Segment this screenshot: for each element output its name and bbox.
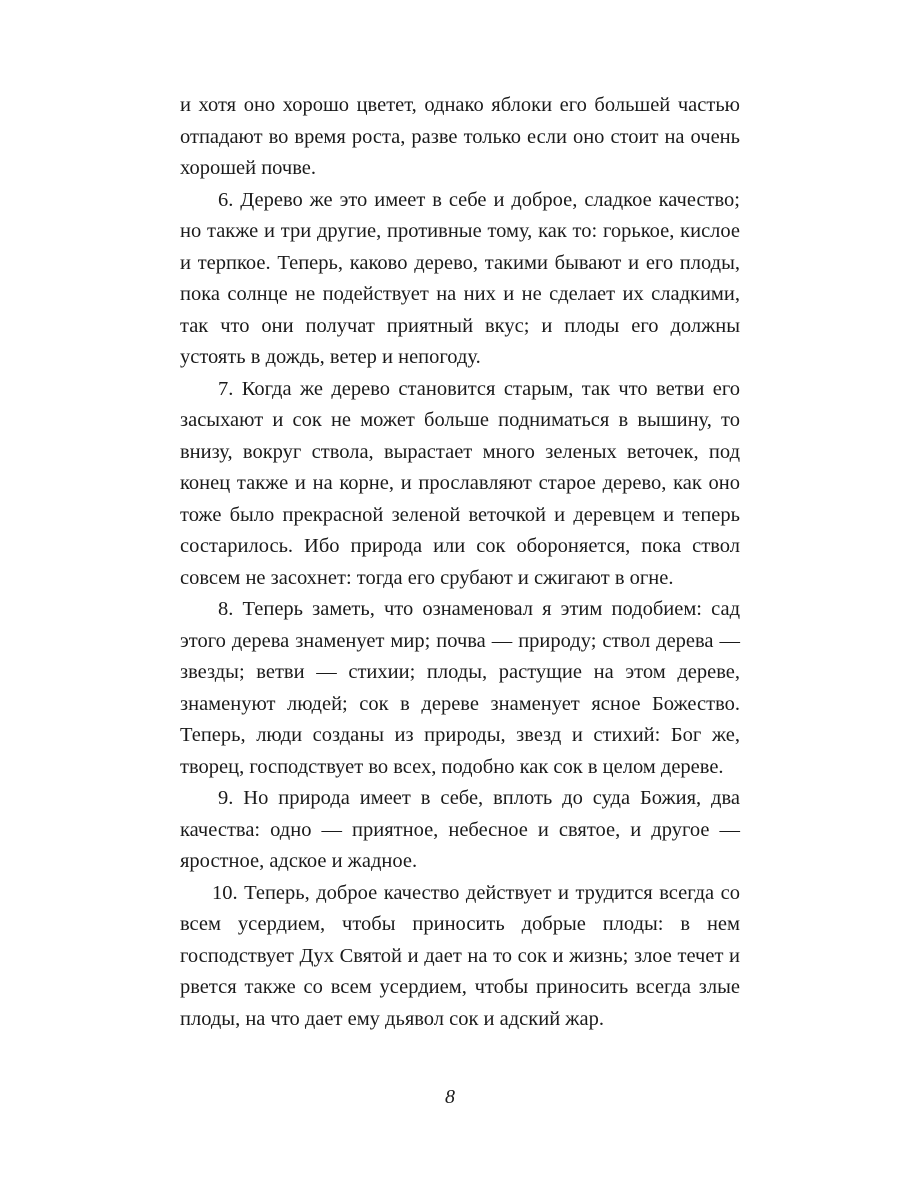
body-text	[180, 90, 740, 1035]
paragraph-6: 6. Дерево же это имеет в себе и доброе, сладкое качество; но также и три другие, противные тому, как то: горькое, кислое и терпкое. Теперь, каково дерево, такими бывают и его плоды, пока солнце не подействует на них и не сделает их сладкими, так что они получат приятный вкус; и плоды его должны устоять в дождь, ветер и непогоду.	[180, 188, 740, 368]
paragraph-7: 7. Когда же дерево становится старым, так что ветви его засыхают и сок не может больше подниматься в вышину, то внизу, вокруг ствола, вырастает много зеленых веточек, под конец также и на корне, и прославляют старое дерево, как оно тоже было прекрасной зеленой веточкой и деревцем и теперь состарилось. Ибо природа или сок обороняется, пока ствол совсем не засохнет: тогда его срубают и сжигают в огне.	[180, 377, 740, 589]
paragraph-10: 10. Теперь, доброе качество действует и трудится всегда со всем усердием, чтобы приносить добрые плоды: в нем господствует Дух Святой и дает на то сок и жизнь; злое течет и рвется также со всем усердием, чтобы приносить всегда злые плоды, на что дает ему дьявол сок и адский жар.	[180, 881, 740, 1030]
paragraph-8: 8. Теперь заметь, что ознаменовал я этим подобием: сад этого дерева знаменует мир; почва — природу; ствол дерева — звезды; ветви — стихии; плоды, растущие на этом дереве, знаменуют людей; сок в дереве знаменует ясное Божество. Теперь, люди созданы из природы, звезд и стихий: Бог же, творец, господствует во всех, подобно как сок в целом дереве.	[180, 598, 740, 778]
page-number: 8	[445, 1086, 455, 1108]
paragraph-continuation: и хотя оно хорошо цветет, однако яблоки его большей частью отпадают во время роста, разве только если оно стоит на очень хорошей почве.	[180, 94, 740, 179]
paragraph-9: 9. Но природа имеет в себе, вплоть до суда Божия, два качества: одно — приятное, небесное и святое, и другое — яростное, адское и жадное.	[180, 787, 740, 872]
